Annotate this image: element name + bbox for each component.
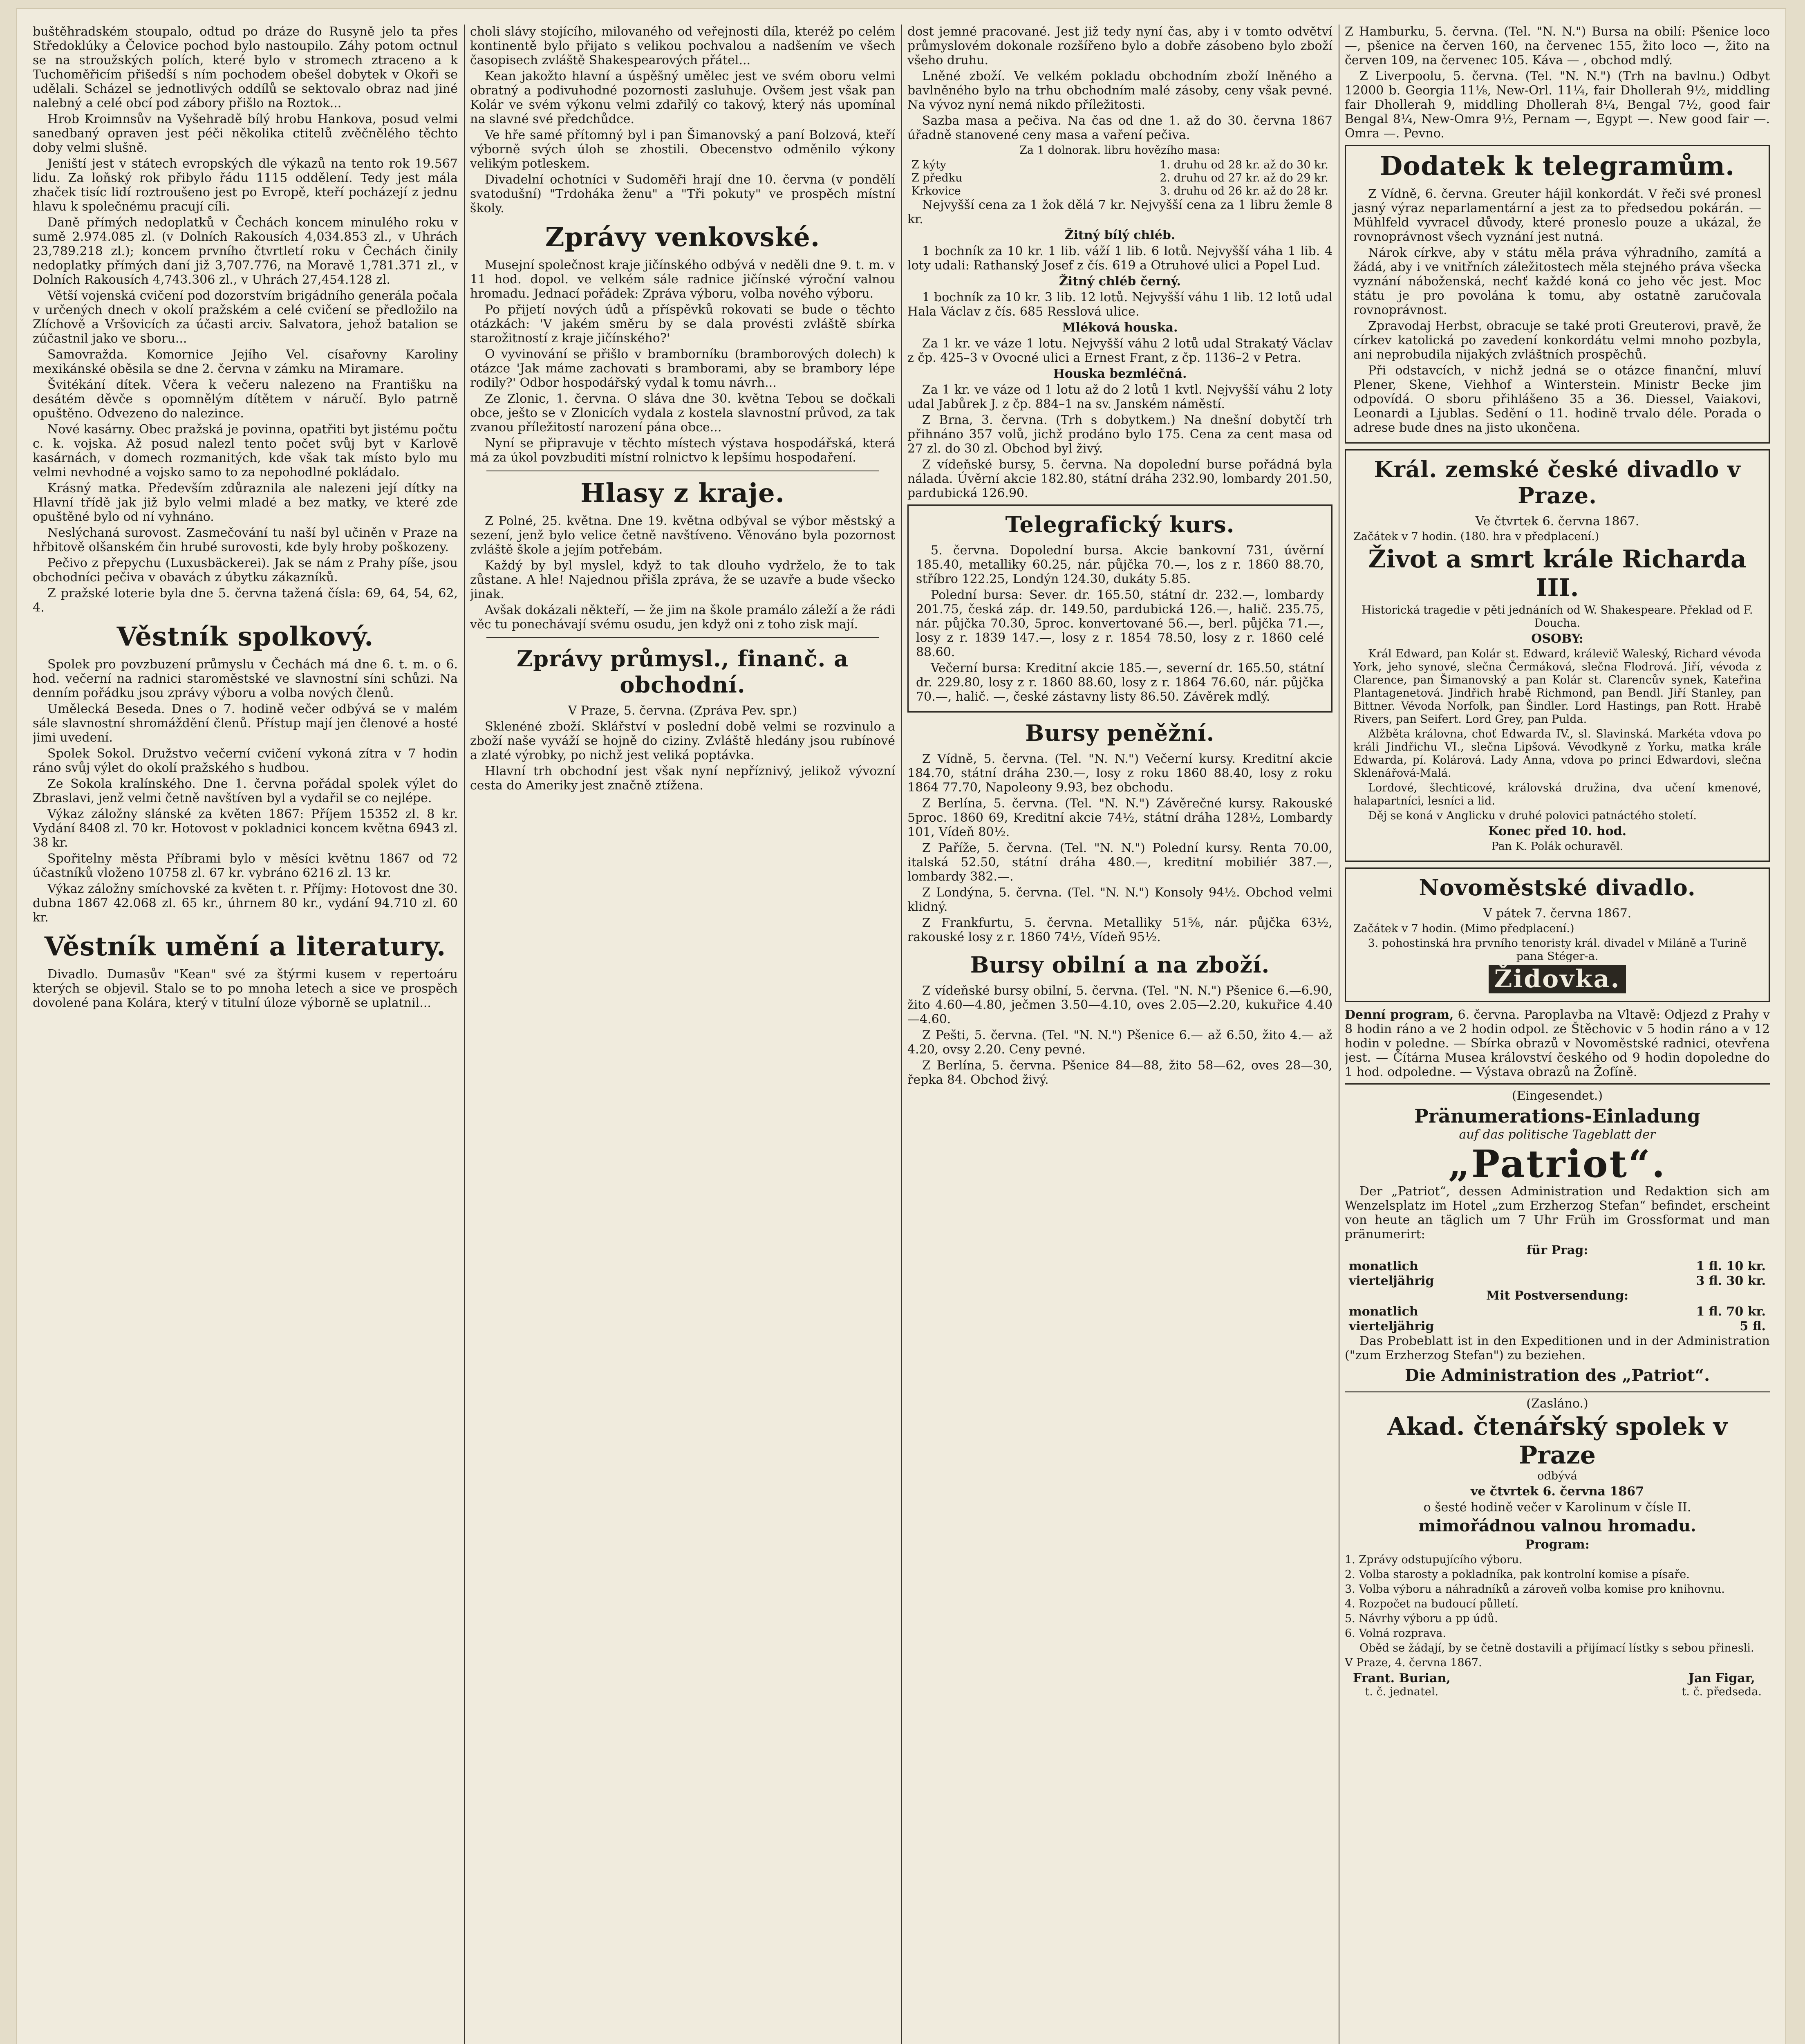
article-paragraph: Za 1 kr. ve váze 1 lotu. Nejvyšší váhu 2 lotů udal Strakatý Václav z čp. 425–3 v Ovocné ulici a Ernest Frant, z čp. 1136–2 v Petra. [907,336,1332,365]
article-paragraph: Z Hamburku, 5. června. (Tel. "N. N.") Bursa na obilí: Pšenice loco —, pšenice na červen 160, na červenec 155, žito loco —, žito na červen 109, na červenec 105. Káva — , obchod mdlý. [1345,25,1770,67]
section-heading: Věstník spolkový. [116,621,374,652]
article-paragraph: O vyvinování se přišlo v bramborníku (bramborových dolech) k otázce 'Jak máme zachovati s bramborami, aby se brambory lépe rodily?' Odbor hospodářský vydal k tomu návrh... [470,347,895,390]
play-end-time: Konec před 10. hod. [1488,824,1627,838]
price-table-title: Za 1 dolnorak. libru hovězího masa: [1019,144,1221,157]
play-meta: Začátek v 7 hodin. (180. hra v předplacení.) [1353,530,1599,543]
article-paragraph: Ve hře samé přítomný byl i pan Šimanovský a paní Bolzová, kteří výborně svých úloh se zhostili. Obecenstvo odměnilo výkony velikým potleskem. [470,128,895,171]
article-paragraph: Z Paříže, 5. června. (Tel. "N. N.") Polední kursy. Renta 70.00, italská 52.50, státní dráha 480.—, kreditní mobiliér 387.—, lombardy 382.—. [907,841,1332,884]
article-paragraph: Krásný matka. Především zdůraznila ale nalezeni její dítky na Hlavní třídě jak již bylo velmi mladé a bez matky, ve které zde opuštěné bylo od ní vyhnáno. [33,481,458,524]
article-paragraph: Divadlo. Dumasův "Kean" své za štýrmi kusem v repertoáru kterých se objevil. Stalo se to po mnoha letech a sice ve prospěch dovolené pana Kolára, který v titulní úloze výborně se uplatnil... [33,967,458,1010]
play-subtitle: 3. pohostinská hra prvního tenoristy král. divadel v Miláně a Turině pana Stéger-a. [1368,937,1747,963]
column-3 [907,25,1332,2044]
article-paragraph: Daně přímých nedoplatků v Čechách koncem minulého roku v sumě 2.974.085 zl. (v Dolních Rakousích 4,034.853 zl., v Uhrách 23,789.218 zl.); koncem prvního čtvrtletí roku v Čechách činily nedoplatky přímých daní již 3,707.776, na Moravě 1,781.371 zl., v Dolních Rakousích 4,743.306 zl., v Uhrách 27,454.128 zl. [33,215,458,287]
program-item: 3. Volba výboru a náhradníků a zároveň volba komise pro knihovnu. [1345,1583,1725,1596]
ad-price-row [1345,1304,1770,1319]
eingesendet-label: (Eingesendet.) [1512,1089,1603,1103]
price-label: vierteljährig [1349,1274,1434,1288]
article-paragraph: Hrob Kroimnsův na Vyšehradě bílý hrobu Hankova, posud velmi sanedbaný opraven jest péči několika ctitelů zvěčnělého těchto doby velmi slušně. [33,112,458,155]
section-heading: Zprávy venkovské. [545,222,820,253]
article-paragraph: Nyní se připravuje v těchto místech výstava hospodářská, která má za úkol povzbuditi místní rolnictvo k lepšímu hospodaření. [470,436,895,465]
article-paragraph: buštěhradském stoupalo, odtud po dráze do Rusyně jelo ta přes Středoklúky a Čelovice pochod bylo nastoupilo. Záhy potom octnul se na stroužských polích, které bylo v stromech ztraceno a k Tuchoměřicím přišedší s ním pochodem obešel dobytek v Okoři se udělali. Scházel se jednotlivých oddílů se sektovalo obraz nad jiné nalebný a celé obcí pod zábory přišlo na Roztok... [33,25,458,110]
article-paragraph: Divadelní ochotníci v Sudoměři hrají dne 10. června (v pondělí svatodušní) "Trdoháka ženu" a "Tři pokuty" ve prospěch místní školy. [470,173,895,215]
box-paragraph: Polední bursa: Sever. dr. 165.50, státní dr. 232.—, lombardy 201.75, česká záp. dr. 149.50, pardubická 126.—, halič. 235.75, nár. půjčka 70.30, 5proc. konvertované 56.—, berl. půjčka 71.—, losy z r. 1839 147.—, losy z r. 1854 78.50, losy z r. 1860 celé 88.60. [916,588,1324,659]
price-row [907,185,1332,198]
signature-name: Jan Figar, [1688,1671,1755,1685]
article-paragraph: Hlavní trh obchodní jest však nyní nepříznivý, jelikož vývozní cesta do Ameriky jest značně ztížena. [470,764,895,793]
article-paragraph: Z pražské loterie byla dne 5. června tažená čísla: 69, 64, 54, 62, 4. [33,586,458,615]
cast-label: OSOBY: [1531,632,1583,646]
price-label: Z předku [911,172,963,184]
article-paragraph: Z vídeňské bursy obilní, 5. června. (Tel. "N. N.") Pšenice 6.—6.90, žito 4.60—4.80, ječmen 3.50—4.10, oves 2.05—2.20, kukuřice 4.40—4.60. [907,984,1332,1026]
box-paragraph: 5. června. Dopolední bursa. Akcie bankovní 731, úvěrní 185.40, metalliky 60.25, nár. půjčka 70.—, los z r. 1860 88.70, stříbro 122.25, Londýn 124.30, dukáty 5.85. [916,543,1324,586]
article-paragraph: Lněné zboží. Ve velkém pokladu obchodním zboží lněného a bavlněného bylo na trhu obchodním malé zásoby, ceny však pevné. Na vývoz nyní nemá nikdo příležitosti. [907,69,1332,112]
article-paragraph: Z Frankfurtu, 5. června. Metalliky 51⅝, nár. půjčka 63½, rakouské losy z r. 1860 74½, Vídeň 95½. [907,916,1332,944]
price-label: monatlich [1349,1259,1418,1273]
price-label: vierteljährig [1349,1319,1434,1334]
section-heading: Věstník umění a literatury. [44,931,446,962]
price-value: 1 fl. 10 kr. [1696,1259,1766,1273]
article-paragraph: Samovražda. Komornice Jejího Vel. císařovny Karoliny mexikánské oběsila se dne 2. června v zámku na Miramare. [33,347,458,376]
article-paragraph: Kean jakožto hlavní a úspěšný umělec jest ve svém oboru velmi obratný a podivuhodné pozornosti zasluhuje. Ovšem jest však pan Kolár ve svém výkonu velmi zdařilý co takový, který nás upomínal na slavné své předchůdce. [470,69,895,126]
theatre-playbill-box [1345,449,1770,862]
article-paragraph: Z Polné, 25. května. Dne 19. května odbýval se výbor městský a sezení, jenž bylo velice četně navštíveno. Věnováno byla pozornost zvláště škole a jejím potřebám. [470,514,895,557]
notice-line: mimořádnou valnou hromadu. [1418,1516,1696,1535]
ad-title: Pränumerations-Einladung [1414,1105,1700,1127]
article-paragraph: dost jemné pracované. Jest již tedy nyní čas, aby i v tomto odvětví průmyslovém dokonale rozšířeno bylo a dobře zásobeno bylo zboží všeho druhu. [907,25,1332,67]
article-paragraph: Jeniští jest v státech evropských dle výkazů na tento rok 19.567 lidu. Za loňský rok přibylo řádu 1115 oddělení. Tedy jest mála zhaček tisíc lidí roztroušeno jest po Evropě, kteří pocházejí z jednu hlavu k společnému pracují cíli. [33,157,458,214]
play-subtitle: Historická tragedie v pěti jednáních od W. Shakespeare. Překlad od F. Doucha. [1362,604,1753,630]
notice-title: Akad. čtenářský spolek v Praze [1387,1412,1728,1470]
subheading: Žitný bílý chléb. [1064,228,1176,242]
notice-line: o šesté hodině večer v Karolinum v čísle II. [1423,1500,1691,1515]
article-paragraph: Z Brna, 3. června. (Trh s dobytkem.) Na dnešní dobytčí trh přihnáno 357 volů, jichž prodáno bylo 175. Cena za cent masa od 27 zl. do 30 zl. Obchod byl živý. [907,413,1332,456]
zaslano-label: (Zasláno.) [1526,1396,1588,1411]
article-paragraph: Po přijetí nových údů a příspěvků rokovati se bude o těchto otázkách: 'V jakém směru by se dala provésti zvláště sbírka starožitností z kraje jičínského?' [470,303,895,345]
column-1 [33,25,458,2044]
subheading: Mléková houska. [1062,320,1178,335]
section-heading: Zprávy průmysl., finanč. a obchodní. [516,645,849,698]
telegraph-rate-box [907,504,1332,713]
article-paragraph: Z Berlína, 5. června. (Tel. "N. N.") Závěrečné kursy. Rakouské 5proc. 1860 69, Kreditní akcie 74½, státní dráha 128½, Lombardy 101, Vídeň 80½. [907,796,1332,839]
program-item: 6. Volná rozprava. [1345,1627,1446,1640]
article-paragraph: Umělecká Beseda. Dnes o 7. hodině večer odbývá se v malém sále slavnostní shromáždění členů. Přístup mají jen členové a hosté jimi uvedení. [33,702,458,745]
price-value: 3. druhu od 26 kr. až do 28 kr. [1160,185,1328,197]
article-paragraph: Z Londýna, 5. června. (Tel. "N. N.") Konsoly 94½. Obchod velmi klidný. [907,885,1332,914]
article-paragraph: Musejní společnost kraje jičínského odbývá v neděli dne 9. t. m. v 11 hod. dopol. ve velkém sále radnice jičínské výroční valnou hromadu. Jednací pořádek: Zpráva výboru, volba nového výboru. [470,258,895,301]
cast-note: Lordové, šlechticové, královská družina, dva učení kmenové, halapartníci, lesníci a lid. [1353,782,1761,807]
ad-subtitle: auf das politische Tageblatt der [1459,1127,1656,1142]
meat-price-table [907,159,1332,198]
subheading: Houska bezmléčná. [1053,367,1187,381]
box-heading: Dodatek k telegramům. [1380,151,1735,182]
article-paragraph: Spolek pro povzbuzení průmyslu v Čechách má dne 6. t. m. o 6. hod. večerní na radnici staroměstské ve slavnostní síni schůzi. Na denním pořádku jsou zprávy výboru a volba nových členů. [33,657,458,700]
article-paragraph: Z Pešti, 5. června. (Tel. "N. N.") Pšenice 6.— až 6.50, žito 4.— až 4.20, ovsy 2.20. Ceny pevné. [907,1028,1332,1057]
newspaper-page [16,8,1786,2044]
article-paragraph: Nejvyšší cena za 1 žok dělá 7 kr. Nejvyšší cena za 1 libru žemle 8 kr. [907,198,1332,226]
article-paragraph: Spořitelny města Příbrami bylo v měsíci květnu 1867 od 72 účastníků vloženo 10758 zl. 67 kr. vybráno 6216 zl. 13 kr. [33,852,458,880]
box-paragraph: Večerní bursa: Kreditní akcie 185.—, severní dr. 165.50, státní dr. 229.80, losy z r. 1860 88.60, losy z r. 1864 76.60, nár. půjčka 70.—, halič. —, české zástavny listy 86.50. Závěrek mdlý. [916,661,1324,704]
telegram-addendum-box [1345,145,1770,444]
program-item: 4. Rozpočet na budoucí půlletí. [1345,1598,1519,1610]
notice-note: Oběd se žádají, by se četně dostavili a přijímací lístky s sebou přinesli. [1359,1642,1754,1654]
article-paragraph: Ze Zlonic, 1. června. O sláva dne 30. května Tebou se dočkali obce, ješto se v Zlonicích vydala z kostela slavnostní průvod, za tak zvanou příležitostí narození pána obce... [470,392,895,435]
article-paragraph: Výkaz záložny smíchovské za květen t. r. Příjmy: Hotovost dne 30. dubna 1867 42.068 zl. 65 kr., úhrnem 80 kr., vydání 94.710 zl. 60 kr. [33,882,458,925]
box-heading: Novoměstské divadlo. [1419,874,1696,901]
signature-block [1353,1671,1451,1699]
divider [486,637,879,638]
dateline: V Praze, 5. června. (Zpráva Pev. spr.) [568,704,797,718]
box-heading: Král. zemské české divadlo v Praze. [1374,456,1741,509]
ad-price-label: Mit Postversendung: [1486,1289,1629,1303]
play-title: Život a smrt krále Richarda III. [1368,545,1747,602]
divider [1345,1391,1770,1392]
article-paragraph: Pečivo z přepychu (Luxusbäckerei). Jak se nám z Prahy píše, jsou obchodníci pečiva v obavách z úbytku zákazníků. [33,556,458,585]
daily-program-title: Denní program, [1345,1008,1454,1022]
column-2 [470,25,895,2044]
program-item: 5. Návrhy výboru a pp údů. [1345,1612,1498,1625]
column-rule [901,25,902,2044]
cast-list: Alžběta královna, choť Edwarda IV., sl. Slavinská. Markéta vdova po králi Jindřichu VI., slečna Lipšová. Vévodkyně z Yorku, matka krále Edwarda, pí. Kolárová. Lady Anna, vdova po princi Edwardovi, slečna Sklenářová-Malá. [1353,728,1761,780]
price-value: 3 fl. 30 kr. [1696,1274,1766,1288]
signature-role: t. č. předseda. [1682,1685,1762,1698]
play-date: V pátek 7. června 1867. [1483,906,1632,921]
article-paragraph: Každý by byl myslel, když to tak dlouho vydrželo, že to tak zůstane. A hle! Najednou přišla zpráva, že se uzavře a bude všecko jinak. [470,558,895,601]
box-paragraph: Z Vídně, 6. června. Greuter hájil konkordát. V řeči své pronesl jasný výraz neparlamentární a jest za to předsedou pokárán. — Mühlfeld vyvracel důvody, které proneslo pouze a ukázal, že rovnoprávnost všech vyznání jest nutná. [1353,187,1761,244]
signatures [1345,1671,1770,1699]
box-paragraph: Při odstavcích, v nichž jedná se o otázce finanční, mluví Plener, Skene, Viehhof a Winterstein. Ministr Becke jim odpovídá. O sboru přihlášeno 35 a 36. Diessel, Vaiakovi, Leonardi a Ljublas. Sedění o 11. hodině trvalo déle. Porada o adrese bude dnes na jisto ukončena. [1353,363,1761,435]
ad-body: Das Probeblatt ist in den Expeditionen und in der Administration ("zum Erzherzog Stefan") zu beziehen. [1345,1334,1770,1363]
signature-block [1682,1671,1762,1699]
notice-date: V Praze, 4. června 1867. [1345,1656,1482,1669]
price-row [907,159,1332,172]
ad-price-row [1345,1259,1770,1274]
article-paragraph: Neslýchaná surovost. Zasmečování tu naší byl učiněn v Praze na hřbitově olšanském čin hrubé surovosti, kde byly hroby poškozeny. [33,526,458,554]
section-heading: Bursy obilní a na zboží. [970,952,1270,978]
program-label: Program: [1525,1537,1590,1552]
article-paragraph: Z Liverpoolu, 5. června. (Tel. "N. N.") (Trh na bavlnu.) Odbyt 12000 b. Georgia 11⅛, New-Orl. 11¼, fair Dhollerah 9½, middling fair Dhollerah 9, middling Dhollerah 8¼, Bengal 7½, good fair Bengal 8¼, New-Omra 9½, Pernam —, Egypt —. New good fair —. Omra —. Pevno. [1345,69,1770,141]
cast-list: Král Edward, pan Kolár st. Edward, králevič Waleský, Richard vévoda York, jeho synové, slečna Čermáková, slečna Flodrová. Jiří, vévoda z Clarence, pan Šimanovský a pan Kolár st. Clarencův synek, Kateřina Plantagenetová. Jindřich hrabě Richmond, pan Bendl. Jiří Stanley, pan Bittner. Vévoda Norfolk, pan Šindler. Lord Hastings, pan Rott. Hrabě Rivers, pan Seifert. Lord Grey, pan Pulda. [1353,648,1761,726]
article-paragraph: Z vídeňské bursy, 5. června. Na dopolední burse pořádná byla nálada. Úvěrní akcie 182.80, státní dráha 232.90, lombardy 201.50, pardubická 126.90. [907,457,1332,500]
signature-role: t. č. jednatel. [1365,1685,1439,1698]
article-paragraph: Sklenéné zboží. Sklářství v poslední době velmi se rozvinulo a zboží naše vyváží se hojně do ciziny. Zvláště hledány jsou rubínové a zlaté výrobky, po nichž jest veliká poptávka. [470,719,895,762]
article-paragraph: Větší vojenská cvičení pod dozorstvím brigádního generála počala v určených dnech v okolí pražském a celé cvičení se předložilo na Zlíchově a Vršovicích za účasti arciv. Salvatora, jehož batalion se zúčastnil jako ve sboru... [33,289,458,346]
article-paragraph: Nové kasárny. Obec pražská je povinna, opatřiti byt jistému počtu c. k. vojska. Až posud nalezl tento počet svůj byt v Karlově kasárnách, v domech rozmanitých, kde však tak místo bylo mu velmi nevhodné a vojsko samo to za nepohodlné pokládalo. [33,422,458,480]
ad-signature: Die Administration des „Patriot“. [1404,1366,1710,1385]
notice-line: odbývá [1537,1470,1577,1482]
section-heading: Bursy peněžní. [1025,720,1215,746]
price-value: 1 fl. 70 kr. [1696,1304,1766,1319]
article-paragraph: Švitékání dítek. Včera k večeru nalezeno na Františku na desátém děvče s opomnělým dítětem v náručí. Bylo patrně opuštěno. Odvezeno do nalezince. [33,378,458,421]
article-paragraph: Za 1 kr. ve váze od 1 lotu až do 2 lotů 1 kvtl. Nejvyšší váhu 2 loty udal Jabůrek J. z čp. 884–1 na sv. Janském náměstí. [907,383,1332,411]
play-meta: Začátek v 7 hodin. (Mimo předplacení.) [1353,922,1574,935]
article-paragraph: 1 bochník za 10 kr. 1 lib. váží 1 lib. 6 lotů. Nejvyšší váha 1 lib. 4 loty udali: Rathanský Josef z čís. 619 a Otruhové ulici a Popel Lud. [907,244,1332,273]
column-rule [464,25,465,2044]
ad-paper-name: „Patriot“. [1448,1142,1666,1186]
article-paragraph: choli slávy stojícího, milovaného od veřejnosti díla, kteréž po celém kontinentě bylo přijato s velikou pochvalou a nadšením ve všech časopisech zvláště Shakespearových přátel... [470,25,895,67]
price-label: Z kýty [911,159,947,171]
play-title-banner: Židovka. [1489,965,1626,993]
ad-price-row [1345,1274,1770,1289]
signature-name: Frant. Burian, [1353,1671,1451,1685]
article-paragraph: Spolek Sokol. Družstvo večerní cvičení vykoná zítra v 7 hodin ráno svůj výlet do okolí pražského s hudbou. [33,746,458,775]
divider [1345,1083,1770,1085]
box-paragraph: Zpravodaj Herbst, obracuje se také proti Greuterovi, pravě, že církev katolická po zavedení konkordátu velmi mnoho pozbyla, ani neprobudila nijakých zvláštních prospěchů. [1353,319,1761,362]
ad-price-label: für Prag: [1526,1243,1588,1257]
subheading: Žitný chléb černý. [1059,274,1181,289]
article-paragraph: Z Vídně, 5. června. (Tel. "N. N.") Večerní kursy. Kreditní akcie 184.70, státní dráha 230.—, losy z roku 1860 88.40, losy z roku 1864 77.70, Napoleony 9.93, bez obchodu. [907,752,1332,795]
column-4 [1345,25,1770,2044]
box-heading: Telegrafický kurs. [1005,511,1235,538]
price-label: monatlich [1349,1304,1418,1319]
price-value: 1. druhu od 28 kr. až do 30 kr. [1160,159,1328,171]
program-item: 1. Zprávy odstupujícího výboru. [1345,1553,1523,1566]
program-item: 2. Volba starosty a pokladníka, pak kontrolní komise a písaře. [1345,1568,1690,1581]
article-paragraph: Sazba masa a pečiva. Na čas od dne 1. až do 30. června 1867 úřadně stanovené ceny masa a vaření pečiva. [907,114,1332,142]
price-label: Krkovice [911,185,961,197]
article-paragraph: Z Berlína, 5. června. Pšenice 84—88, žito 58—62, oves 28—30, řepka 84. Obchod živý. [907,1058,1332,1087]
theatre-playbill-box [1345,867,1770,1002]
article-paragraph: Ze Sokola kralínského. Dne 1. června pořádal spolek výlet do Zbraslavi, jenž velmi četně navštíven byl a vydařil se co nejlépe. [33,777,458,805]
play-title [1353,965,1761,993]
price-value: 2. druhu od 27 kr. až do 29 kr. [1160,172,1328,184]
price-value: 5 fl. [1740,1319,1766,1334]
cast-note: Pan K. Polák ochuravěl. [1491,840,1624,853]
cast-note: Děj se koná v Anglicku v druhé polovici patnáctého století. [1368,809,1697,822]
article-paragraph: 1 bochník za 10 kr. 3 lib. 12 lotů. Nejvyšší váhu 1 lib. 12 lotů udal Hala Václav z čís. 685 Resslová ulice. [907,290,1332,319]
daily-program-body: 6. června. Paroplavba na Vltavě: Odjezd z Prahy v 8 hodin ráno a ve 2 hodin odpol. ze Štěchovic v 5 hodin ráno a v 12 hodin v poledne. — Sbírka obrazů v Novoměstské radnici, otevřena jest. — Čítárna Musea království českého od 9 hodin dopoledne do 1 hod. odpoledne. — Výstava obrazů na Žofíně. [1345,1008,1770,1079]
daily-program [1345,1008,1770,1079]
price-row [907,172,1332,185]
ad-body: Der „Patriot“, dessen Administration und Redaktion sich am Wenzelsplatz im Hotel „zum Erzherzog Stefan“ befindet, erscheint von heute an täglich um 7 Uhr Früh im Grossformat und man pränumerirt: [1345,1184,1770,1242]
article-paragraph: Výkaz záložny slánské za květen 1867: Příjem 15352 zl. 8 kr. Vydání 8408 zl. 70 kr. Hotovost v pokladnici koncem května 6943 zl. 38 kr. [33,807,458,850]
box-paragraph: Nárok církve, aby v státu měla práva výhradního, zamítá a žádá, aby i ve vnitřních záležitostech měla stejného práva všecka vyznání náboženská, nechť každé koná co jeho věc jest. Moc státu je pro povolána k tomu, aby ostatně zaručovala rovnoprávnost. [1353,246,1761,317]
ad-price-row [1345,1319,1770,1334]
section-heading: Hlasy z kraje. [580,478,785,509]
notice-line: ve čtvrtek 6. června 1867 [1470,1484,1644,1499]
play-date: Ve čtvrtek 6. června 1867. [1475,514,1639,529]
article-paragraph: Avšak dokázali někteří, — že jim na škole pramálo záleží a že rádi věc tu ponechávají svému osudu, jen když oni z toho zisk mají. [470,603,895,632]
